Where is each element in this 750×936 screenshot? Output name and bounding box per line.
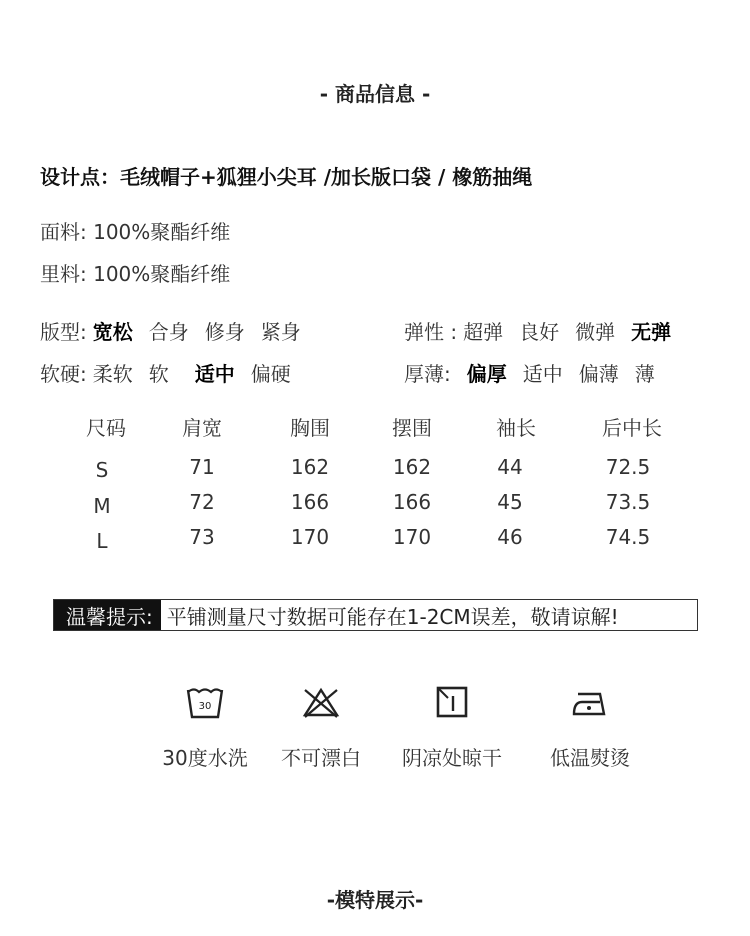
- fit-option: 宽松: [92, 320, 133, 344]
- care-item-bleach: [251, 684, 391, 771]
- elasticity-option: 良好: [519, 320, 560, 344]
- size-cell: 73: [189, 525, 215, 549]
- product-info-title: - 商品信息 -: [319, 82, 431, 106]
- shade-dry-icon: [434, 684, 470, 720]
- size-header: 摆围: [392, 416, 432, 440]
- size-cell: 72: [189, 490, 215, 514]
- size-header: 后中长: [602, 416, 662, 440]
- fit-option: 合身: [148, 320, 189, 344]
- size-cell: 45: [497, 490, 523, 514]
- tip-text: 平铺测量尺寸数据可能存在1-2CM误差，敬请谅解!: [166, 604, 619, 629]
- size-header: 胸围: [290, 416, 330, 440]
- size-header: 尺码: [86, 416, 126, 440]
- wash-30-icon: [185, 684, 225, 720]
- size-cell: 72.5: [605, 455, 651, 479]
- fit-option: 修身: [204, 320, 245, 344]
- thickness-option: 偏厚: [466, 362, 507, 386]
- elasticity-label: 弹性 :: [404, 320, 458, 344]
- care-label: 不可漂白: [281, 746, 361, 770]
- low-iron-icon: [568, 684, 612, 720]
- fit-row: [40, 316, 317, 345]
- thickness-option: 适中: [522, 362, 563, 386]
- no-bleach-icon: [299, 684, 343, 720]
- size-cell: 170: [290, 525, 330, 549]
- thickness-option: 偏薄: [578, 362, 619, 386]
- thickness-option: 薄: [634, 362, 655, 386]
- elasticity-row: [404, 316, 687, 345]
- thickness-label: 厚薄:: [404, 362, 451, 386]
- elasticity-option: 微弹: [575, 320, 616, 344]
- size-cell: 166: [392, 490, 432, 514]
- size-cell: 74.5: [605, 525, 651, 549]
- svg-text:30: 30: [198, 701, 212, 712]
- size-header: 肩宽: [182, 416, 222, 440]
- fabric-face: 面料: 100%聚酯纤维: [40, 220, 231, 244]
- care-item-dry: [382, 684, 522, 771]
- size-cell: 162: [392, 455, 432, 479]
- softness-label: 软硬:: [40, 362, 87, 386]
- care-item-iron: [520, 684, 660, 771]
- care-label: 低温熨烫: [550, 746, 630, 770]
- size-cell: 73.5: [605, 490, 651, 514]
- model-title: -模特展示-: [326, 888, 424, 912]
- size-cell: M: [93, 494, 111, 518]
- tip-label: 温馨提示:: [54, 600, 161, 630]
- size-cell: S: [95, 458, 109, 482]
- size-cell: 162: [290, 455, 330, 479]
- softness-option: 适中: [194, 362, 235, 386]
- fit-option: 紧身: [260, 320, 301, 344]
- fit-label: 版型:: [40, 320, 87, 344]
- fabric-lining: 里料: 100%聚酯纤维: [40, 262, 231, 286]
- softness-row: [40, 358, 307, 387]
- measurement-tip: [53, 599, 698, 631]
- care-label: 30度水洗: [162, 746, 248, 770]
- size-cell: 44: [497, 455, 523, 479]
- softness-option: 软: [148, 362, 169, 386]
- thickness-row: [404, 358, 671, 387]
- size-cell: 166: [290, 490, 330, 514]
- size-cell: 46: [497, 525, 523, 549]
- softness-option: 偏硬: [250, 362, 291, 386]
- size-header: 袖长: [496, 416, 536, 440]
- softness-option: 柔软: [92, 362, 133, 386]
- elasticity-option: 无弹: [631, 320, 672, 344]
- size-cell: L: [96, 529, 108, 553]
- care-label: 阴凉处晾干: [402, 746, 502, 770]
- size-cell: 71: [189, 455, 215, 479]
- design-points: 设计点：毛绒帽子+狐狸小尖耳 /加长版口袋 / 橡筋抽绳: [40, 165, 533, 189]
- size-cell: 170: [392, 525, 432, 549]
- elasticity-option: 超弹: [463, 320, 504, 344]
